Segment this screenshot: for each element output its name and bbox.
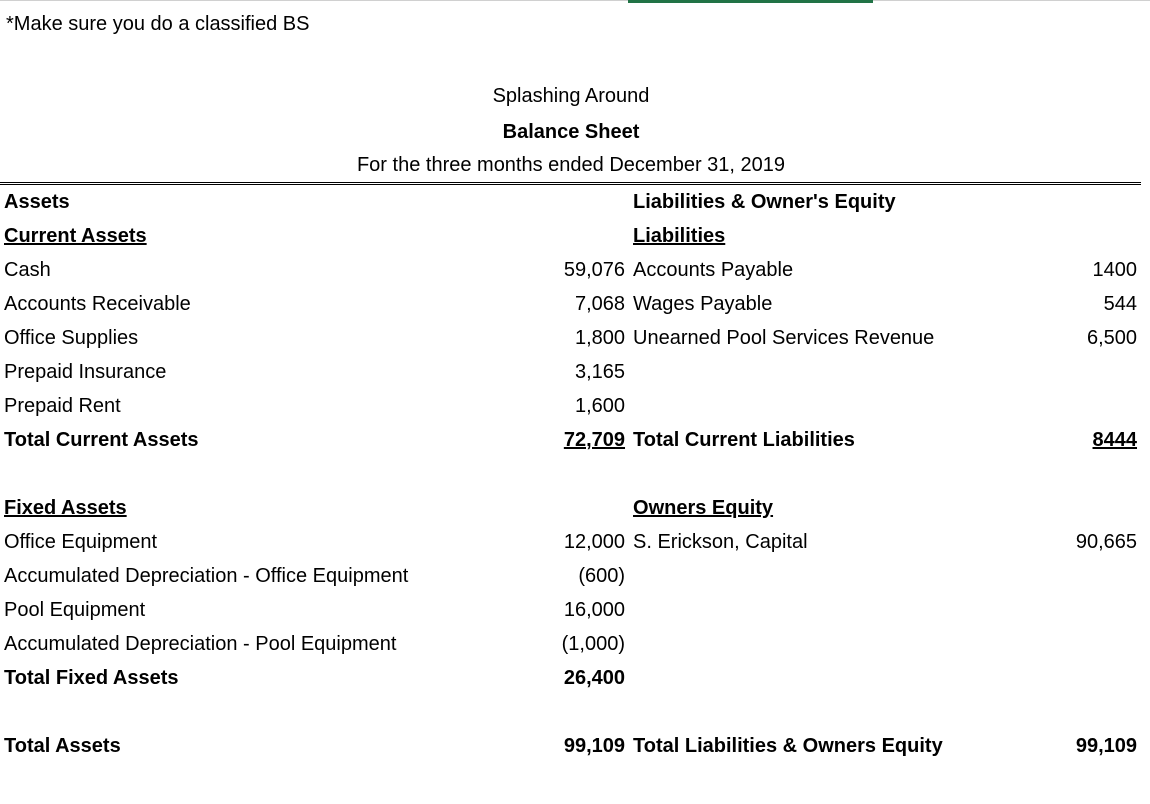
table-row xyxy=(0,253,1141,287)
owners-equity-heading: Owners Equity xyxy=(633,497,774,519)
total-current-liabilities-value[interactable]: 8444 xyxy=(1092,429,1138,451)
table-row xyxy=(0,287,1141,321)
total-liabilities-equity-value[interactable]: 99,109 xyxy=(1075,735,1138,757)
table-row xyxy=(0,661,1141,695)
statement-title: Balance Sheet xyxy=(502,121,640,143)
total-fixed-assets-value[interactable]: 26,400 xyxy=(563,667,626,689)
empty-cell[interactable] xyxy=(1007,457,1141,491)
statement-period: For the three months ended December 31, 2019 xyxy=(356,154,786,176)
table-row xyxy=(0,423,1141,457)
empty-cell[interactable] xyxy=(480,457,629,491)
empty-cell[interactable] xyxy=(629,457,1007,491)
asset-label: Accumulated Depreciation - Pool Equipment xyxy=(4,633,397,655)
assets-heading: Assets xyxy=(4,191,70,213)
table-row xyxy=(0,389,1141,423)
total-current-liabilities-label: Total Current Liabilities xyxy=(633,429,855,451)
empty-cell[interactable] xyxy=(1007,695,1141,729)
table-row xyxy=(0,457,1141,491)
table-row xyxy=(0,559,1141,593)
empty-cell[interactable] xyxy=(629,661,1007,695)
empty-cell[interactable] xyxy=(1007,661,1141,695)
liabilities-equity-heading: Liabilities & Owner's Equity xyxy=(633,191,896,213)
asset-label: Accounts Receivable xyxy=(4,293,191,315)
asset-value[interactable]: (1,000) xyxy=(561,633,626,655)
empty-cell[interactable] xyxy=(629,355,1007,389)
asset-label: Pool Equipment xyxy=(4,599,146,621)
total-assets-label: Total Assets xyxy=(4,735,121,757)
asset-value[interactable]: 16,000 xyxy=(563,599,626,621)
total-current-assets-value[interactable]: 72,709 xyxy=(563,429,626,451)
empty-cell[interactable] xyxy=(0,695,480,729)
empty-cell[interactable] xyxy=(629,627,1007,661)
empty-cell[interactable] xyxy=(1007,593,1141,627)
equity-label: S. Erickson, Capital xyxy=(633,531,808,553)
sheet-top-border xyxy=(0,0,1150,1)
balance-sheet-table xyxy=(0,182,1141,763)
asset-label: Accumulated Depreciation - Office Equipment xyxy=(4,565,409,587)
asset-value[interactable]: 1,800 xyxy=(574,327,626,349)
empty-cell[interactable] xyxy=(480,219,629,253)
liability-label: Unearned Pool Services Revenue xyxy=(633,327,935,349)
empty-cell[interactable] xyxy=(480,695,629,729)
asset-value[interactable]: 1,600 xyxy=(574,395,626,417)
asset-value[interactable]: 59,076 xyxy=(563,259,626,281)
total-current-assets-label: Total Current Assets xyxy=(4,429,199,451)
total-fixed-assets-label: Total Fixed Assets xyxy=(4,667,179,689)
asset-value[interactable]: (600) xyxy=(578,565,626,587)
empty-cell[interactable] xyxy=(1007,559,1141,593)
liability-value[interactable]: 6,500 xyxy=(1086,327,1138,349)
liability-value[interactable]: 544 xyxy=(1103,293,1138,315)
selected-column-indicator xyxy=(628,0,873,3)
total-assets-value[interactable]: 99,109 xyxy=(563,735,626,757)
empty-cell[interactable] xyxy=(1007,491,1141,525)
current-assets-heading: Current Assets xyxy=(4,225,147,247)
liabilities-heading: Liabilities xyxy=(633,225,726,247)
asset-value[interactable]: 7,068 xyxy=(574,293,626,315)
table-row xyxy=(0,491,1141,525)
table-row xyxy=(0,729,1141,763)
empty-cell[interactable] xyxy=(0,457,480,491)
asset-label: Prepaid Insurance xyxy=(4,361,167,383)
empty-cell[interactable] xyxy=(629,695,1007,729)
company-name: Splashing Around xyxy=(492,85,650,107)
asset-value[interactable]: 12,000 xyxy=(563,531,626,553)
table-row xyxy=(0,627,1141,661)
liability-label: Accounts Payable xyxy=(633,259,794,281)
asset-label: Cash xyxy=(4,259,51,281)
table-header-row xyxy=(0,184,1141,220)
instruction-note: *Make sure you do a classified BS xyxy=(6,13,310,35)
empty-cell[interactable] xyxy=(629,593,1007,627)
asset-label: Prepaid Rent xyxy=(4,395,121,417)
asset-label: Office Equipment xyxy=(4,531,158,553)
table-row xyxy=(0,219,1141,253)
asset-label: Office Supplies xyxy=(4,327,139,349)
empty-cell[interactable] xyxy=(1007,355,1141,389)
table-row xyxy=(0,695,1141,729)
empty-cell[interactable] xyxy=(1007,219,1141,253)
empty-cell[interactable] xyxy=(629,389,1007,423)
empty-cell[interactable] xyxy=(629,559,1007,593)
liability-label: Wages Payable xyxy=(633,293,773,315)
liability-value[interactable]: 1400 xyxy=(1092,259,1138,281)
empty-cell[interactable] xyxy=(1007,627,1141,661)
asset-value[interactable]: 3,165 xyxy=(574,361,626,383)
table-row xyxy=(0,321,1141,355)
table-row xyxy=(0,355,1141,389)
fixed-assets-heading: Fixed Assets xyxy=(4,497,127,519)
total-liabilities-equity-label: Total Liabilities & Owners Equity xyxy=(633,735,943,757)
empty-cell[interactable] xyxy=(480,491,629,525)
table-row xyxy=(0,525,1141,559)
equity-value[interactable]: 90,665 xyxy=(1075,531,1138,553)
empty-cell[interactable] xyxy=(1007,389,1141,423)
table-row xyxy=(0,593,1141,627)
